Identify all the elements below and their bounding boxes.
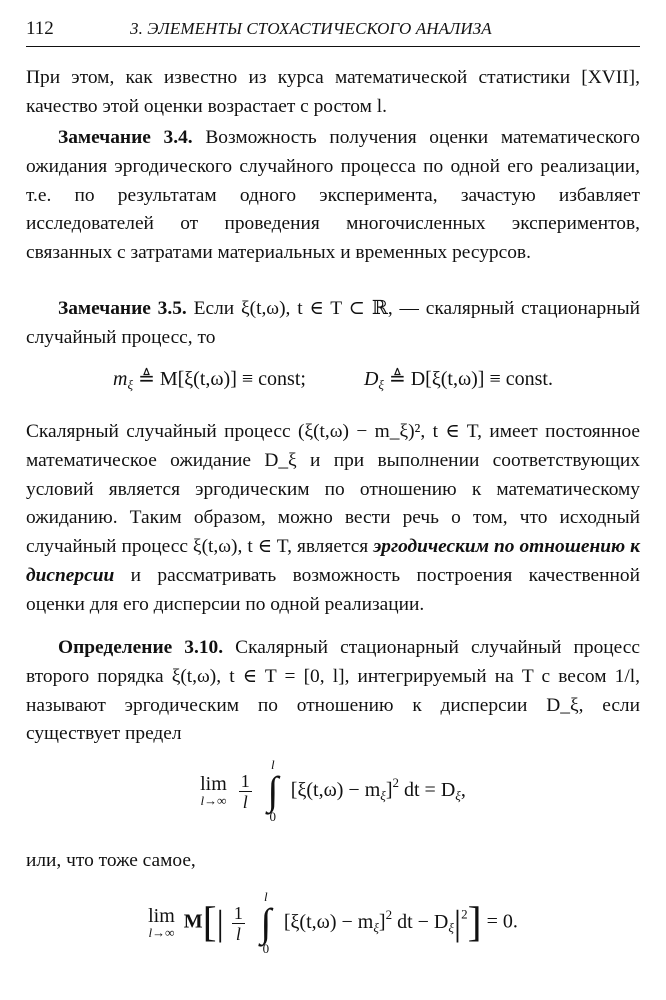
integrand: $[\xi(t,\omega) - m_\xi]^2$ dt = $D_\xi$,	[290, 774, 466, 803]
page-number: 112	[26, 18, 54, 39]
definition-3-10-text: Скалярный стационарный случайный процесс второго порядка ξ(t,ω), t ∈ T = [0, l], интегрируемый на T с весом 1/l, называют эргодическим по отношению к дисперсии D_ξ, если существует предел	[26, 637, 640, 745]
limit-operator-2: lim l→∞	[148, 905, 175, 940]
page-header	[26, 18, 640, 47]
variance-definition: $D_\xi$ ≜ D[ξ(t,ω)] ≡ const.	[363, 368, 553, 392]
paragraph-2-text: Скалярный случайный процесс (ξ(t,ω) − m_ξ)², t ∈ T, имеет постоянное математическое ожидание D_ξ и при выполнении соответствующих условий является эргодическим по отношению к математическому ожиданию. Таким образом, можно вести речь о том, что исходный случайный процесс ξ(t,ω), t ∈ T, является	[26, 421, 640, 558]
definition-3-10	[26, 634, 640, 749]
remark-3-5-label: Замечание 3.5.	[58, 298, 187, 319]
remark-3-4-text: Возможность получения оценки математического ожидания эргодического случайного процесса по одной его реализации, т.е. по результатам одного эксперимента, зачастую избавляет исследователей от проведения многочисленных экспериментов, связанных с затратами материальных и временных ресурсов.	[26, 127, 641, 264]
integral-sign: l ∫ 0	[267, 757, 279, 824]
weight-fraction-2: $\frac{1}{l}$	[233, 902, 243, 944]
remark-3-5	[26, 295, 640, 353]
integrand-2: $[\xi(t,\omega) - m_\xi]^2$ dt − $D_\xi$	[283, 906, 454, 935]
weight-fraction: $\frac{1}{l}$	[240, 770, 250, 812]
mean-definition: $m_\xi$ ≜ M[ξ(t,ω)] ≡ const;	[113, 368, 306, 392]
paragraph-2	[26, 418, 640, 620]
running-title: 3. ЭЛЕМЕНТЫ СТОХАСТИЧЕСКОГО АНАЛИЗА	[130, 19, 492, 38]
remark-3-4-label: Замечание 3.4.	[58, 127, 193, 148]
limit-operator: lim l→∞	[200, 773, 227, 808]
connector-text: или, что тоже самое,	[26, 850, 196, 871]
paragraph-2-tail: и рассматривать возможность построения качественной оценки для его дисперсии по одной реализации.	[26, 564, 640, 615]
ergodicity-limit-formula	[26, 758, 640, 824]
expectation-operator: M	[183, 910, 203, 933]
stationary-formula	[26, 366, 640, 393]
ergodicity-expectation-formula: lim l→∞ M[| $\frac{1}{l}$ l ∫ 0 $[\xi(t,\omega) - m_\xi]^2$ dt − $D_\xi|^2] = 0$.	[148, 889, 518, 956]
ergodic-emphasis: эргодическим по отношению к дисперсии	[26, 536, 640, 586]
integral-sign-2: l ∫ 0	[260, 889, 272, 956]
remark-3-4	[26, 124, 640, 268]
remark-3-5-text: Если ξ(t,ω), t ∈ T ⊂ ℝ, — скалярный стационарный случайный процесс, то	[26, 298, 640, 348]
definition-3-10-label: Определение 3.10.	[58, 637, 224, 658]
paragraph-1: При этом, как известно из курса математической статистики [XVII], качество этой оценки возрастает с ростом l.	[26, 67, 640, 117]
